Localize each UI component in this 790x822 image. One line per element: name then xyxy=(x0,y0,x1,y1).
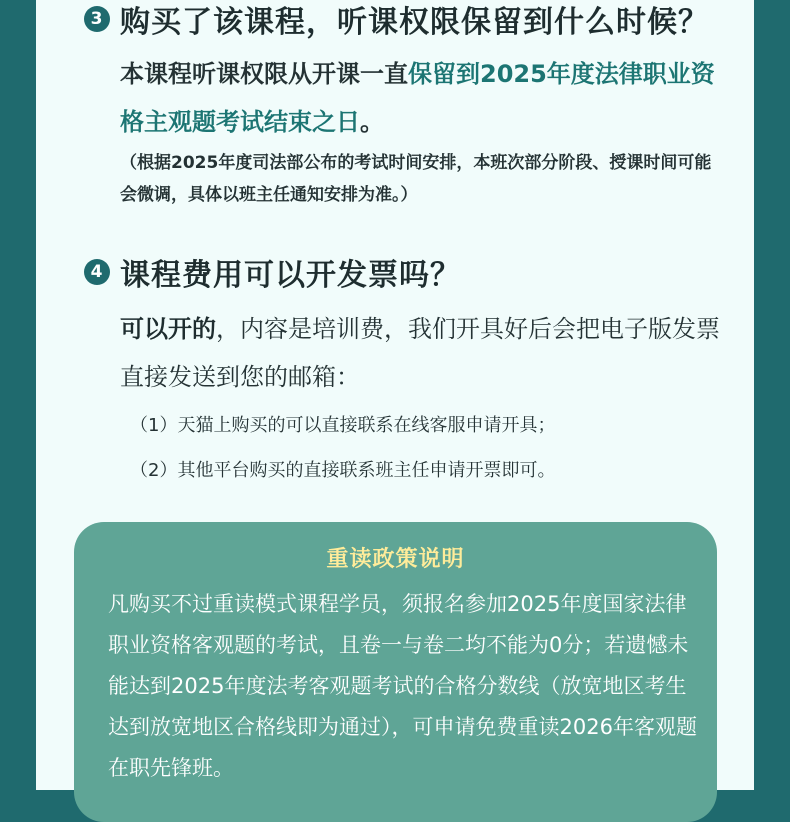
q3-answer xyxy=(120,50,720,146)
q3-answer-suffix: 。 xyxy=(360,108,384,136)
q4-title: 课程费用可以开发票吗？ xyxy=(120,258,461,293)
q4-list-item: （2）其他平台购买的直接联系班主任申请开票即可。 xyxy=(130,460,556,481)
q4-list-item: （1）天猫上购买的可以直接联系在线客服申请开具； xyxy=(130,415,556,436)
q3-title: 购买了该课程，听课权限保留到什么时候？ xyxy=(120,5,709,40)
q3-answer-highlight: 保留到2025年度法律职业资格主观题考试结束之日 xyxy=(120,60,715,136)
q3-heading xyxy=(84,0,709,41)
q3-answer-prefix: 本课程听课权限从开课一直 xyxy=(120,60,408,88)
q4-answer-bold: 可以开的 xyxy=(120,315,216,343)
q3-note: （根据2025年度司法部公布的考试时间安排，本班次部分阶段、授课时间可能会微调，具体以班主任通知安排为准。） xyxy=(120,153,712,205)
policy-body: 凡购买不过重读模式课程学员，须报名参加2025年度国家法律职业资格客观题的考试，且卷一与卷二均不能为0分；若遗憾未能达到2025年度法考客观题考试的合格分数线（放宽地区考生达到放宽地区合格线即为通过），可申请免费重读2026年客观题在职先锋班。 xyxy=(108,592,697,780)
q4-heading xyxy=(84,250,461,294)
q4-answer-rest: ，内容是培训费，我们开具好后会把电子版发票直接发送到您的邮箱： xyxy=(120,315,720,391)
q3-number-badge: 3 xyxy=(84,6,110,32)
retake-policy-box xyxy=(74,522,717,822)
q4-answer xyxy=(120,305,720,401)
q4-number-badge: 4 xyxy=(84,259,110,285)
policy-title: 重读政策说明 xyxy=(326,547,465,572)
